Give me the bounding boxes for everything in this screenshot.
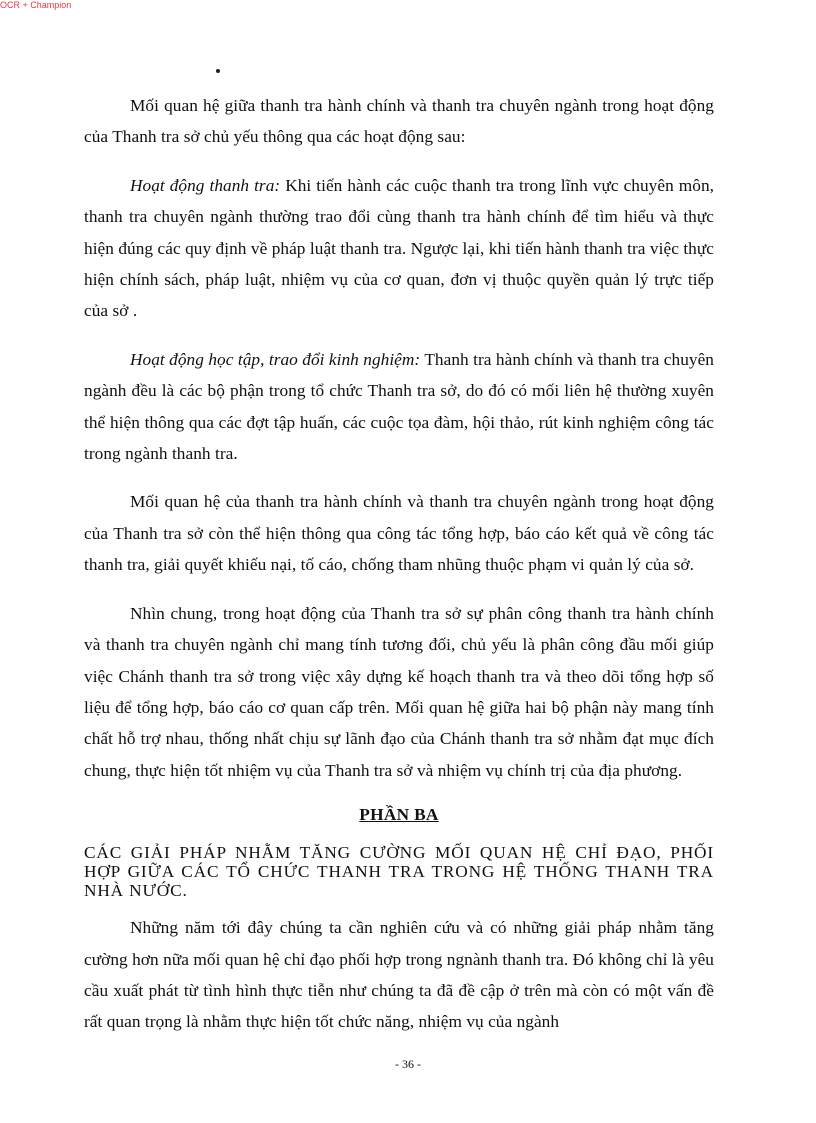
section-heading: PHẦN BA — [359, 805, 439, 825]
activity-inspection-paragraph — [84, 170, 714, 327]
reporting-paragraph: Mối quan hệ của thanh tra hành chính và thanh tra chuyên ngành trong hoạt động của Thanh tra sở còn thể hiện thông qua công tác tổng hợp, báo cáo kết quả về công tác thanh tra, giải quyết khiếu nại, tố cáo, chống tham nhũng thuộc phạm vi quản lý của sở. — [84, 492, 714, 575]
summary-paragraph: Nhìn chung, trong hoạt động của Thanh tra sở sự phân công thanh tra hành chính và thanh tra chuyên ngành chỉ mang tính tương đối, chủ yếu là phân công đầu mối giúp việc Chánh thanh tra sở trong việc xây dựng kế hoạch thanh tra và theo dõi tổng hợp số liệu để tổng hợp, báo cáo cơ quan cấp trên. Mối quan hệ giữa hai bộ phận này mang tính chất hỗ trợ nhau, thống nhất chịu sự lãnh đạo của Chánh thanh tra sở nhằm đạt mục đích chung, thực hiện tốt nhiệm vụ của Thanh tra sở và nhiệm vụ chính trị của địa phương. — [84, 603, 714, 780]
solutions-paragraph: Những năm tới đây chúng ta cần nghiên cứu và có những giải pháp nhằm tăng cường hơn nữa mối quan hệ chỉ đạo phối hợp trong ngnành thanh tra. Đó không chỉ là yêu cầu xuất phát từ tình hình thực tiễn như chúng ta đã đề cập ở trên mà còn có một vấn đề rất quan trọng là nhằm thực hiện tốt chức năng, nhiệm vụ của ngành — [84, 918, 714, 1032]
scan-speck — [216, 69, 220, 73]
intro-paragraph: Mối quan hệ giữa thanh tra hành chính và thanh tra chuyên ngành trong hoạt động của Thanh tra sở chủ yếu thông qua các hoạt động sau: — [84, 96, 714, 147]
activity-learning-paragraph — [84, 344, 714, 470]
activity-learning-label: Hoạt động học tập, trao đổi kinh nghiệm: — [130, 349, 421, 369]
document-page — [84, 90, 714, 1055]
activity-learning-text: Thanh tra hành chính và thanh tra chuyên ngành đều là các bộ phận trong tổ chức Thanh tra sở, do đó có mối liên hệ thường xuyên thể hiện thông qua các đợt tập huấn, các cuộc tọa đàm, hội thảo, rút kinh nghiệm công tác trong ngành thanh tra. — [84, 349, 714, 464]
activity-inspection-text: Khi tiến hành các cuộc thanh tra trong lĩnh vực chuyên môn, thanh tra chuyên ngành thường trao đổi cùng thanh tra hành chính để tìm hiểu và thực hiện đúng các quy định về pháp luật thanh tra. Ngược lại, khi tiến hành thanh tra việc thực hiện chính sách, pháp luật, nhiệm vụ của cơ quan, đơn vị thuộc quyền quản lý trực tiếp của sở . — [84, 175, 715, 321]
section-subtitle: CÁC GIẢI PHÁP NHẰM TĂNG CƯỜNG MỐI QUAN HỆ CHỈ ĐẠO, PHỐI HỢP GIỮA CÁC TỔ CHỨC THANH TRA TRONG HỆ THỐNG THANH TRA NHÀ NƯỚC. — [84, 843, 714, 901]
scan-watermark: OCR + Champion — [0, 0, 72, 10]
activity-inspection-label: Hoạt động thanh tra: — [130, 175, 281, 195]
page-number: - 36 - — [395, 1057, 421, 1071]
